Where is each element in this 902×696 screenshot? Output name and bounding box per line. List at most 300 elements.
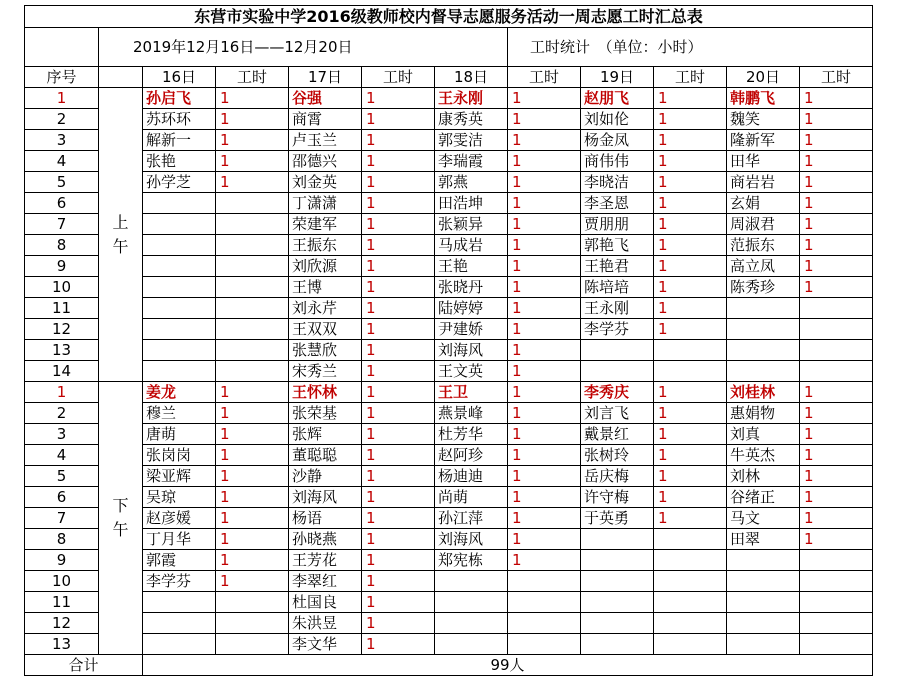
name-cell: 田华: [727, 151, 800, 172]
morning-row: [25, 88, 873, 109]
name-cell: 刘桂林: [727, 382, 800, 403]
name-cell: 谷绪正: [727, 487, 800, 508]
hours-cell: 1: [654, 466, 727, 487]
header-hours: 工时: [800, 67, 873, 88]
hours-cell: 1: [362, 340, 435, 361]
hours-cell: 1: [654, 151, 727, 172]
name-cell: 朱洪昱: [289, 613, 362, 634]
hours-cell: 1: [654, 172, 727, 193]
hours-cell: 1: [508, 487, 581, 508]
morning-row: [25, 298, 873, 319]
subheader-blank: [25, 28, 99, 67]
hours-cell: [654, 361, 727, 382]
hours-cell: 1: [508, 466, 581, 487]
hours-cell: [216, 193, 289, 214]
hours-cell: 1: [216, 508, 289, 529]
name-cell: [727, 613, 800, 634]
name-cell: 许守梅: [581, 487, 654, 508]
hours-cell: 1: [508, 550, 581, 571]
name-cell: 高立凤: [727, 256, 800, 277]
name-cell: 张艳: [143, 151, 216, 172]
hours-cell: 1: [654, 508, 727, 529]
name-cell: 商岩岩: [727, 172, 800, 193]
name-cell: 尚萌: [435, 487, 508, 508]
seq-cell: 11: [25, 592, 99, 613]
name-cell: 王文英: [435, 361, 508, 382]
name-cell: 张荣基: [289, 403, 362, 424]
name-cell: [143, 613, 216, 634]
hours-cell: [216, 298, 289, 319]
seq-cell: 9: [25, 256, 99, 277]
hours-cell: 1: [216, 529, 289, 550]
hours-cell: 1: [362, 256, 435, 277]
name-cell: [143, 319, 216, 340]
name-cell: [143, 214, 216, 235]
name-cell: [727, 571, 800, 592]
hours-cell: 1: [654, 214, 727, 235]
name-cell: 王芳花: [289, 550, 362, 571]
hours-cell: 1: [800, 445, 873, 466]
hours-cell: 1: [508, 277, 581, 298]
name-cell: [143, 193, 216, 214]
seq-cell: 7: [25, 508, 99, 529]
name-cell: 陈培培: [581, 277, 654, 298]
hours-cell: 1: [654, 445, 727, 466]
hours-cell: 1: [362, 550, 435, 571]
afternoon-row: [25, 382, 873, 403]
name-cell: 唐萌: [143, 424, 216, 445]
hours-cell: 1: [800, 193, 873, 214]
afternoon-row: [25, 550, 873, 571]
hours-cell: 1: [654, 487, 727, 508]
hours-cell: [216, 634, 289, 655]
hours-cell: 1: [800, 172, 873, 193]
hours-cell: [216, 214, 289, 235]
hours-cell: 1: [800, 403, 873, 424]
name-cell: 刘海风: [435, 340, 508, 361]
name-cell: [581, 550, 654, 571]
name-cell: [581, 613, 654, 634]
hours-cell: 1: [508, 424, 581, 445]
seq-cell: 3: [25, 424, 99, 445]
hours-cell: [216, 361, 289, 382]
hours-cell: 1: [800, 424, 873, 445]
hours-cell: 1: [362, 319, 435, 340]
name-cell: 王博: [289, 277, 362, 298]
hours-cell: [216, 256, 289, 277]
morning-period-label: [99, 88, 143, 382]
name-cell: 穆兰: [143, 403, 216, 424]
name-cell: 孙江萍: [435, 508, 508, 529]
afternoon-row: [25, 613, 873, 634]
hours-cell: [508, 613, 581, 634]
afternoon-row: [25, 592, 873, 613]
hours-cell: 1: [216, 130, 289, 151]
afternoon-row: [25, 424, 873, 445]
seq-cell: 1: [25, 382, 99, 403]
hours-cell: 1: [508, 361, 581, 382]
seq-cell: 3: [25, 130, 99, 151]
afternoon-row: [25, 487, 873, 508]
hours-cell: [800, 319, 873, 340]
hours-cell: 1: [216, 487, 289, 508]
name-cell: 郭雯洁: [435, 130, 508, 151]
name-cell: [143, 298, 216, 319]
hours-cell: 1: [508, 382, 581, 403]
hours-cell: 1: [362, 571, 435, 592]
name-cell: 岳庆梅: [581, 466, 654, 487]
header-seq: 序号: [25, 67, 99, 88]
name-cell: [143, 277, 216, 298]
name-cell: 郭燕: [435, 172, 508, 193]
name-cell: 陆婷婷: [435, 298, 508, 319]
hours-cell: 1: [508, 235, 581, 256]
name-cell: [581, 529, 654, 550]
hours-cell: 1: [508, 298, 581, 319]
hours-cell: [216, 592, 289, 613]
morning-row: [25, 256, 873, 277]
hours-cell: 1: [216, 88, 289, 109]
hours-cell: 1: [508, 340, 581, 361]
hours-cell: 1: [362, 466, 435, 487]
seq-cell: 7: [25, 214, 99, 235]
stat-label: 工时统计 （单位：小时）: [508, 28, 873, 67]
hours-cell: 1: [362, 172, 435, 193]
hours-cell: 1: [362, 634, 435, 655]
hours-cell: 1: [362, 382, 435, 403]
hours-cell: 1: [800, 256, 873, 277]
name-cell: 张晓丹: [435, 277, 508, 298]
hours-cell: 1: [800, 529, 873, 550]
name-cell: 沙静: [289, 466, 362, 487]
afternoon-row: [25, 634, 873, 655]
name-cell: 杨金凤: [581, 130, 654, 151]
name-cell: 王怀林: [289, 382, 362, 403]
name-cell: 商伟伟: [581, 151, 654, 172]
name-cell: [727, 592, 800, 613]
hours-cell: [508, 592, 581, 613]
name-cell: 李学芬: [581, 319, 654, 340]
name-cell: 刘金英: [289, 172, 362, 193]
hours-cell: [508, 634, 581, 655]
afternoon-row: [25, 508, 873, 529]
name-cell: 张树玲: [581, 445, 654, 466]
name-cell: 刘海风: [289, 487, 362, 508]
hours-cell: 1: [362, 109, 435, 130]
name-cell: [143, 340, 216, 361]
seq-cell: 6: [25, 487, 99, 508]
seq-cell: 12: [25, 613, 99, 634]
name-cell: 刘真: [727, 424, 800, 445]
header-period: [99, 67, 143, 88]
name-cell: [727, 361, 800, 382]
hours-cell: 1: [654, 193, 727, 214]
name-cell: 郭艳飞: [581, 235, 654, 256]
name-cell: 刘欣源: [289, 256, 362, 277]
hours-cell: [216, 340, 289, 361]
hours-cell: 1: [508, 151, 581, 172]
name-cell: 苏环环: [143, 109, 216, 130]
name-cell: 田浩坤: [435, 193, 508, 214]
hours-cell: [654, 634, 727, 655]
header-hours: 工时: [362, 67, 435, 88]
header-hours: 工时: [654, 67, 727, 88]
name-cell: [143, 256, 216, 277]
name-cell: 李翠红: [289, 571, 362, 592]
name-cell: 郭霞: [143, 550, 216, 571]
hours-cell: 1: [508, 319, 581, 340]
name-cell: 戴景红: [581, 424, 654, 445]
hours-cell: 1: [800, 151, 873, 172]
name-cell: 荣建军: [289, 214, 362, 235]
name-cell: 田翠: [727, 529, 800, 550]
hours-cell: 1: [362, 424, 435, 445]
name-cell: [581, 361, 654, 382]
hours-cell: 1: [654, 130, 727, 151]
seq-cell: 9: [25, 550, 99, 571]
hours-cell: 1: [508, 214, 581, 235]
name-cell: 赵朋飞: [581, 88, 654, 109]
hours-cell: [654, 529, 727, 550]
hours-cell: 1: [654, 256, 727, 277]
afternoon-row: [25, 466, 873, 487]
name-cell: [727, 634, 800, 655]
name-cell: 燕景峰: [435, 403, 508, 424]
hours-cell: 1: [362, 130, 435, 151]
hours-cell: 1: [362, 361, 435, 382]
hours-cell: 1: [508, 529, 581, 550]
name-cell: 贾朋朋: [581, 214, 654, 235]
hours-cell: 1: [654, 403, 727, 424]
name-cell: 王双双: [289, 319, 362, 340]
name-cell: 杨迪迪: [435, 466, 508, 487]
morning-row: [25, 172, 873, 193]
name-cell: 谷强: [289, 88, 362, 109]
afternoon-row: [25, 571, 873, 592]
name-cell: 于英勇: [581, 508, 654, 529]
name-cell: 李圣恩: [581, 193, 654, 214]
name-cell: 韩鹏飞: [727, 88, 800, 109]
name-cell: 周淑君: [727, 214, 800, 235]
hours-cell: 1: [362, 529, 435, 550]
afternoon-row: [25, 403, 873, 424]
hours-cell: 1: [362, 592, 435, 613]
header-day: 16日: [143, 67, 216, 88]
seq-cell: 8: [25, 529, 99, 550]
seq-cell: 4: [25, 151, 99, 172]
name-cell: 李学芬: [143, 571, 216, 592]
hours-cell: 1: [508, 508, 581, 529]
name-cell: 吴琼: [143, 487, 216, 508]
name-cell: 解新一: [143, 130, 216, 151]
name-cell: [435, 571, 508, 592]
header-day: 18日: [435, 67, 508, 88]
name-cell: 赵阿珍: [435, 445, 508, 466]
afternoon-row: [25, 529, 873, 550]
morning-row: [25, 361, 873, 382]
name-cell: 王卫: [435, 382, 508, 403]
hours-cell: [800, 613, 873, 634]
hours-cell: 1: [800, 382, 873, 403]
hours-cell: 1: [800, 130, 873, 151]
seq-cell: 6: [25, 193, 99, 214]
seq-cell: 2: [25, 109, 99, 130]
hours-cell: 1: [508, 193, 581, 214]
hours-cell: 1: [508, 172, 581, 193]
hours-cell: 1: [508, 445, 581, 466]
name-cell: 卢玉兰: [289, 130, 362, 151]
name-cell: [727, 340, 800, 361]
hours-cell: 1: [362, 508, 435, 529]
hours-cell: 1: [362, 298, 435, 319]
hours-cell: 1: [216, 550, 289, 571]
name-cell: 刘林: [727, 466, 800, 487]
hours-cell: [216, 319, 289, 340]
name-cell: 姜龙: [143, 382, 216, 403]
seq-cell: 11: [25, 298, 99, 319]
hours-cell: 1: [800, 109, 873, 130]
name-cell: [581, 634, 654, 655]
name-cell: 梁亚辉: [143, 466, 216, 487]
hours-cell: [800, 298, 873, 319]
hours-cell: 1: [654, 109, 727, 130]
hours-cell: 1: [362, 487, 435, 508]
hours-cell: 1: [216, 571, 289, 592]
hours-cell: 1: [800, 487, 873, 508]
header-day: 19日: [581, 67, 654, 88]
hours-cell: 1: [800, 235, 873, 256]
name-cell: 张慧欣: [289, 340, 362, 361]
hours-cell: 1: [216, 382, 289, 403]
hours-cell: [654, 550, 727, 571]
name-cell: 宋秀兰: [289, 361, 362, 382]
header-hours: 工时: [216, 67, 289, 88]
name-cell: 杨语: [289, 508, 362, 529]
hours-cell: 1: [800, 277, 873, 298]
name-cell: 杜芳华: [435, 424, 508, 445]
name-cell: 丁月华: [143, 529, 216, 550]
name-cell: 杜国良: [289, 592, 362, 613]
hours-cell: 1: [216, 424, 289, 445]
name-cell: 王永刚: [581, 298, 654, 319]
name-cell: 张岗岗: [143, 445, 216, 466]
hours-cell: 1: [216, 466, 289, 487]
name-cell: 孙启飞: [143, 88, 216, 109]
table-title: 东营市实验中学2016级教师校内督导志愿服务活动一周志愿工时汇总表: [25, 6, 873, 28]
seq-cell: 14: [25, 361, 99, 382]
name-cell: 李瑞霞: [435, 151, 508, 172]
seq-cell: 13: [25, 634, 99, 655]
morning-row: [25, 130, 873, 151]
seq-cell: 1: [25, 88, 99, 109]
hours-cell: 1: [362, 613, 435, 634]
name-cell: [435, 592, 508, 613]
hours-cell: 1: [654, 235, 727, 256]
name-cell: 陈秀珍: [727, 277, 800, 298]
hours-cell: [216, 613, 289, 634]
name-cell: 玄娟: [727, 193, 800, 214]
summary-table: [24, 5, 873, 676]
afternoon-period-label: [99, 382, 143, 655]
name-cell: [581, 571, 654, 592]
total-value: 99人: [143, 655, 873, 676]
hours-cell: [800, 571, 873, 592]
name-cell: 范振东: [727, 235, 800, 256]
name-cell: 牛英杰: [727, 445, 800, 466]
name-cell: 邵德兴: [289, 151, 362, 172]
hours-cell: 1: [362, 445, 435, 466]
total-row: [25, 655, 873, 676]
hours-cell: [654, 613, 727, 634]
hours-cell: 1: [508, 88, 581, 109]
hours-cell: [800, 550, 873, 571]
hours-cell: 1: [362, 193, 435, 214]
hours-cell: 1: [362, 88, 435, 109]
name-cell: 马成岩: [435, 235, 508, 256]
name-cell: 尹建娇: [435, 319, 508, 340]
morning-row: [25, 193, 873, 214]
hours-cell: 1: [800, 88, 873, 109]
name-cell: 商霄: [289, 109, 362, 130]
name-cell: [143, 592, 216, 613]
header-row: [25, 67, 873, 88]
name-cell: 魏笑: [727, 109, 800, 130]
morning-row: [25, 151, 873, 172]
hours-cell: 1: [216, 109, 289, 130]
name-cell: 惠娟物: [727, 403, 800, 424]
name-cell: 李秀庆: [581, 382, 654, 403]
hours-cell: 1: [362, 403, 435, 424]
name-cell: 马文: [727, 508, 800, 529]
seq-cell: 8: [25, 235, 99, 256]
hours-cell: [800, 592, 873, 613]
header-hours: 工时: [508, 67, 581, 88]
seq-cell: 10: [25, 571, 99, 592]
name-cell: 孙学芝: [143, 172, 216, 193]
name-cell: [143, 361, 216, 382]
morning-row: [25, 235, 873, 256]
hours-cell: 1: [216, 151, 289, 172]
hours-cell: 1: [508, 109, 581, 130]
hours-cell: [216, 277, 289, 298]
afternoon-row: [25, 445, 873, 466]
hours-cell: 1: [654, 319, 727, 340]
afternoon-period-text: 下 午: [112, 496, 129, 539]
hours-cell: 1: [508, 130, 581, 151]
hours-cell: [508, 571, 581, 592]
date-range: 2019年12月16日——12月20日: [99, 28, 508, 67]
morning-row: [25, 109, 873, 130]
header-day: 20日: [727, 67, 800, 88]
name-cell: 董聪聪: [289, 445, 362, 466]
hours-cell: 1: [800, 508, 873, 529]
hours-cell: 1: [654, 88, 727, 109]
seq-cell: 10: [25, 277, 99, 298]
seq-cell: 13: [25, 340, 99, 361]
name-cell: [143, 235, 216, 256]
hours-cell: [654, 592, 727, 613]
hours-cell: [800, 634, 873, 655]
hours-cell: [654, 571, 727, 592]
name-cell: [581, 592, 654, 613]
hours-cell: 1: [654, 424, 727, 445]
total-label: 合计: [25, 655, 143, 676]
hours-cell: 1: [362, 151, 435, 172]
name-cell: 王艳君: [581, 256, 654, 277]
hours-cell: [800, 340, 873, 361]
hours-cell: 1: [654, 298, 727, 319]
hours-cell: 1: [216, 403, 289, 424]
